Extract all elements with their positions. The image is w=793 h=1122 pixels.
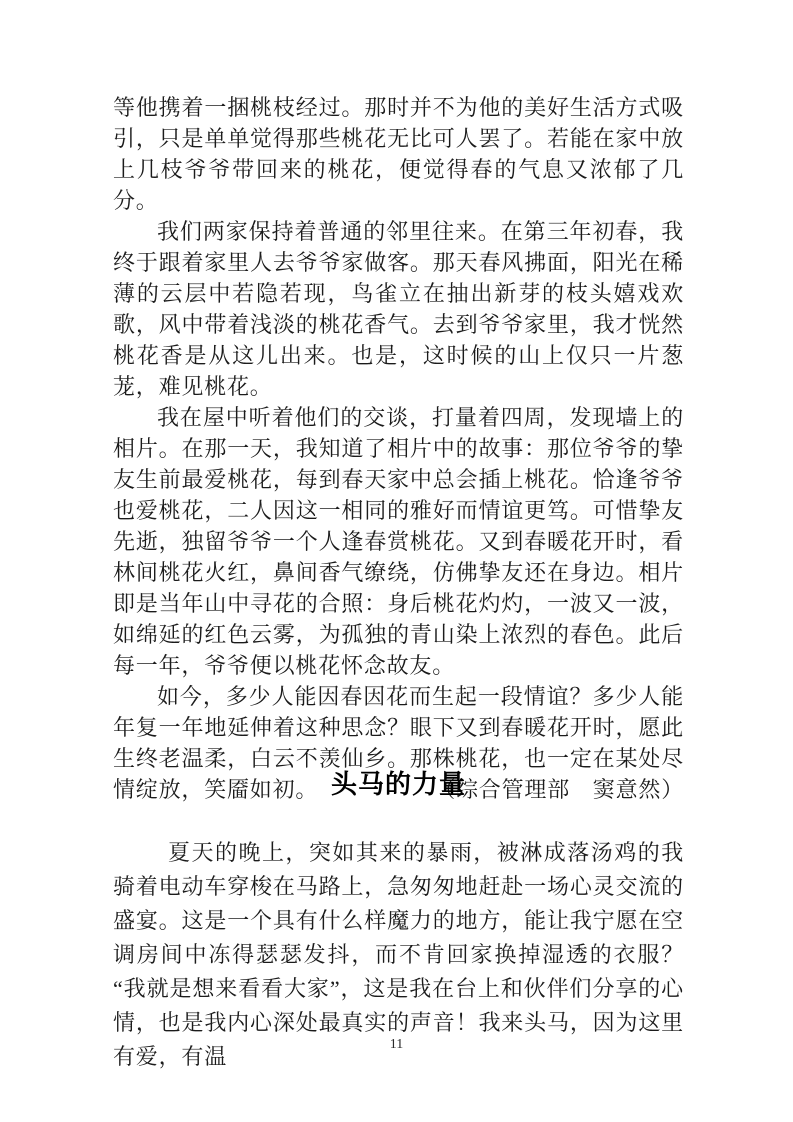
- article-title: 头马的力量: [330, 769, 466, 799]
- paragraph: 我在屋中听着他们的交谈，打量着四周，发现墙上的相片。在那一天，我知道了相片中的故事：那位爷爷的挚友生前最爱桃花，每到春天家中总会插上桃花。恰逢爷爷也爱桃花，二人因这一相同的雅好而情谊更笃。可惜挚友先逝，独留爷爷一个人逢春赏桃花。又到春暖花开时，看林间桃花火红，鼻间香气缭绕，仿佛挚友还在身边。相片即是当年山中寻花的合照：身后桃花灼灼，一波又一波，如绵延的红色云雾，为孤独的青山染上浓烈的春色。此后每一年，爷爷便以桃花怀念故友。: [113, 405, 684, 678]
- page-number: 11: [389, 1037, 404, 1052]
- paragraph-continuation: 等他携着一捆桃枝经过。那时并不为他的美好生活方式吸引，只是单单觉得那些桃花无比可人罢了。若能在家中放上几枝爷爷带回来的桃花，便觉得春的气息又浓郁了几分。: [113, 95, 684, 213]
- article-byline: （综合管理部 窦意然）: [433, 777, 684, 802]
- article-peach-blossom-body: [113, 92, 684, 805]
- paragraph: 如今，多少人能因春因花而生起一段情谊？多少人能年复一年地延伸着这种思念？眼下又到春暖花开时，愿此生终老温柔，白云不羡仙乡。那株桃花，也一定在某处尽情绽放，笑靥如初。: [113, 684, 684, 802]
- paragraph: 夏天的晚上，突如其来的暴雨，被淋成落汤鸡的我骑着电动车穿梭在马路上，急匆匆地赶赴一场心灵交流的盛宴。这是一个具有什么样魔力的地方，能让我宁愿在空调房间中冻得瑟瑟发抖，而不肯回家换掉湿透的衣服？“我就是想来看看大家”，这是我在台上和伙伴们分享的心情，也是我内心深处最真实的声音！我来头马，因为这里有爱，有温: [113, 840, 684, 1069]
- paragraph: 我们两家保持着普通的邻里往来。在第三年初春，我终于跟着家里人去爷爷家做客。那天春风拂面，阳光在稀薄的云层中若隐若现，鸟雀立在抽出新芽的枝头嬉戏欢歌，风中带着浅淡的桃花香气。去到爷爷家里，我才恍然桃花香是从这儿出来。也是，这时候的山上仅只一片葱茏，难见桃花。: [113, 219, 684, 399]
